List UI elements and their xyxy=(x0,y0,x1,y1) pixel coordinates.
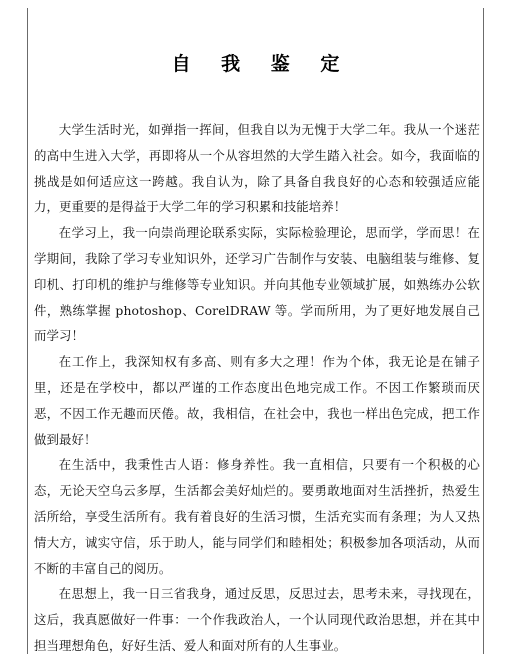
paragraph-intro: 大学生活时光，如弹指一挥间，但我自以为无愧于大学二年。我从一个迷茫的高中生进入大学，再即将从一个从容坦然的大学生踏入社会。如今，我面临的挑战是如何适应这一跨越。我自认为，除了具备自我良好的心态和较强适应能力，更重要的是得益于大学二年的学习积累和技能培养！ xyxy=(34,122,480,215)
document-title: 自 我 鉴 定 xyxy=(171,53,352,75)
page-border-right xyxy=(483,8,484,654)
paragraph-thought: 在思想上，我一日三省我身，通过反思，反思过去，思考未来，寻找现在，这后，我真愿做好一件事：一个作我政治人，一个认同现代政治思想，并在其中担当理想角色，好好生活、爱人和面对所有的人生事业。 xyxy=(34,586,480,653)
paragraph-life: 在生活中，我秉性古人语：修身养性。我一直相信，只要有一个积极的心态，无论天空乌云多厚，生活都会美好灿烂的。要勇敢地面对生活挫折，热爱生活所给，享受生活所有。我有着良好的生活习惯，生活充实而有条理；为人又热情大方，诚实守信，乐于助人，能与同学们和睦相处；积极参加各项活动，从而不断的丰富自己的阅历。 xyxy=(34,457,480,576)
document-body xyxy=(34,117,480,654)
paragraph-work: 在工作上，我深知权有多高、则有多大之理！作为个体，我无论是在铺子里，还是在学校中，都以严谨的工作态度出色地完成工作。不因工作繁琐而厌恶，不因工作无趣而厌倦。故，我相信，在社会中，我也一样出色完成，把工作做到最好！ xyxy=(34,354,480,447)
page-border-left xyxy=(27,8,28,654)
paragraph-study: 在学习上，我一向崇尚理论联系实际，实际检验理论，思而学，学而思！在学期间，我除了学习专业知识外，还学习广告制作与安装、电脑组装与维修、复印机、打印机的维护与维修等专业知识。并向其他专业领域扩展，如熟练办公软件，熟练掌握 photoshop、CorelDRAW 等。学而所用，为了更好地发展自己而学习！ xyxy=(34,225,480,344)
